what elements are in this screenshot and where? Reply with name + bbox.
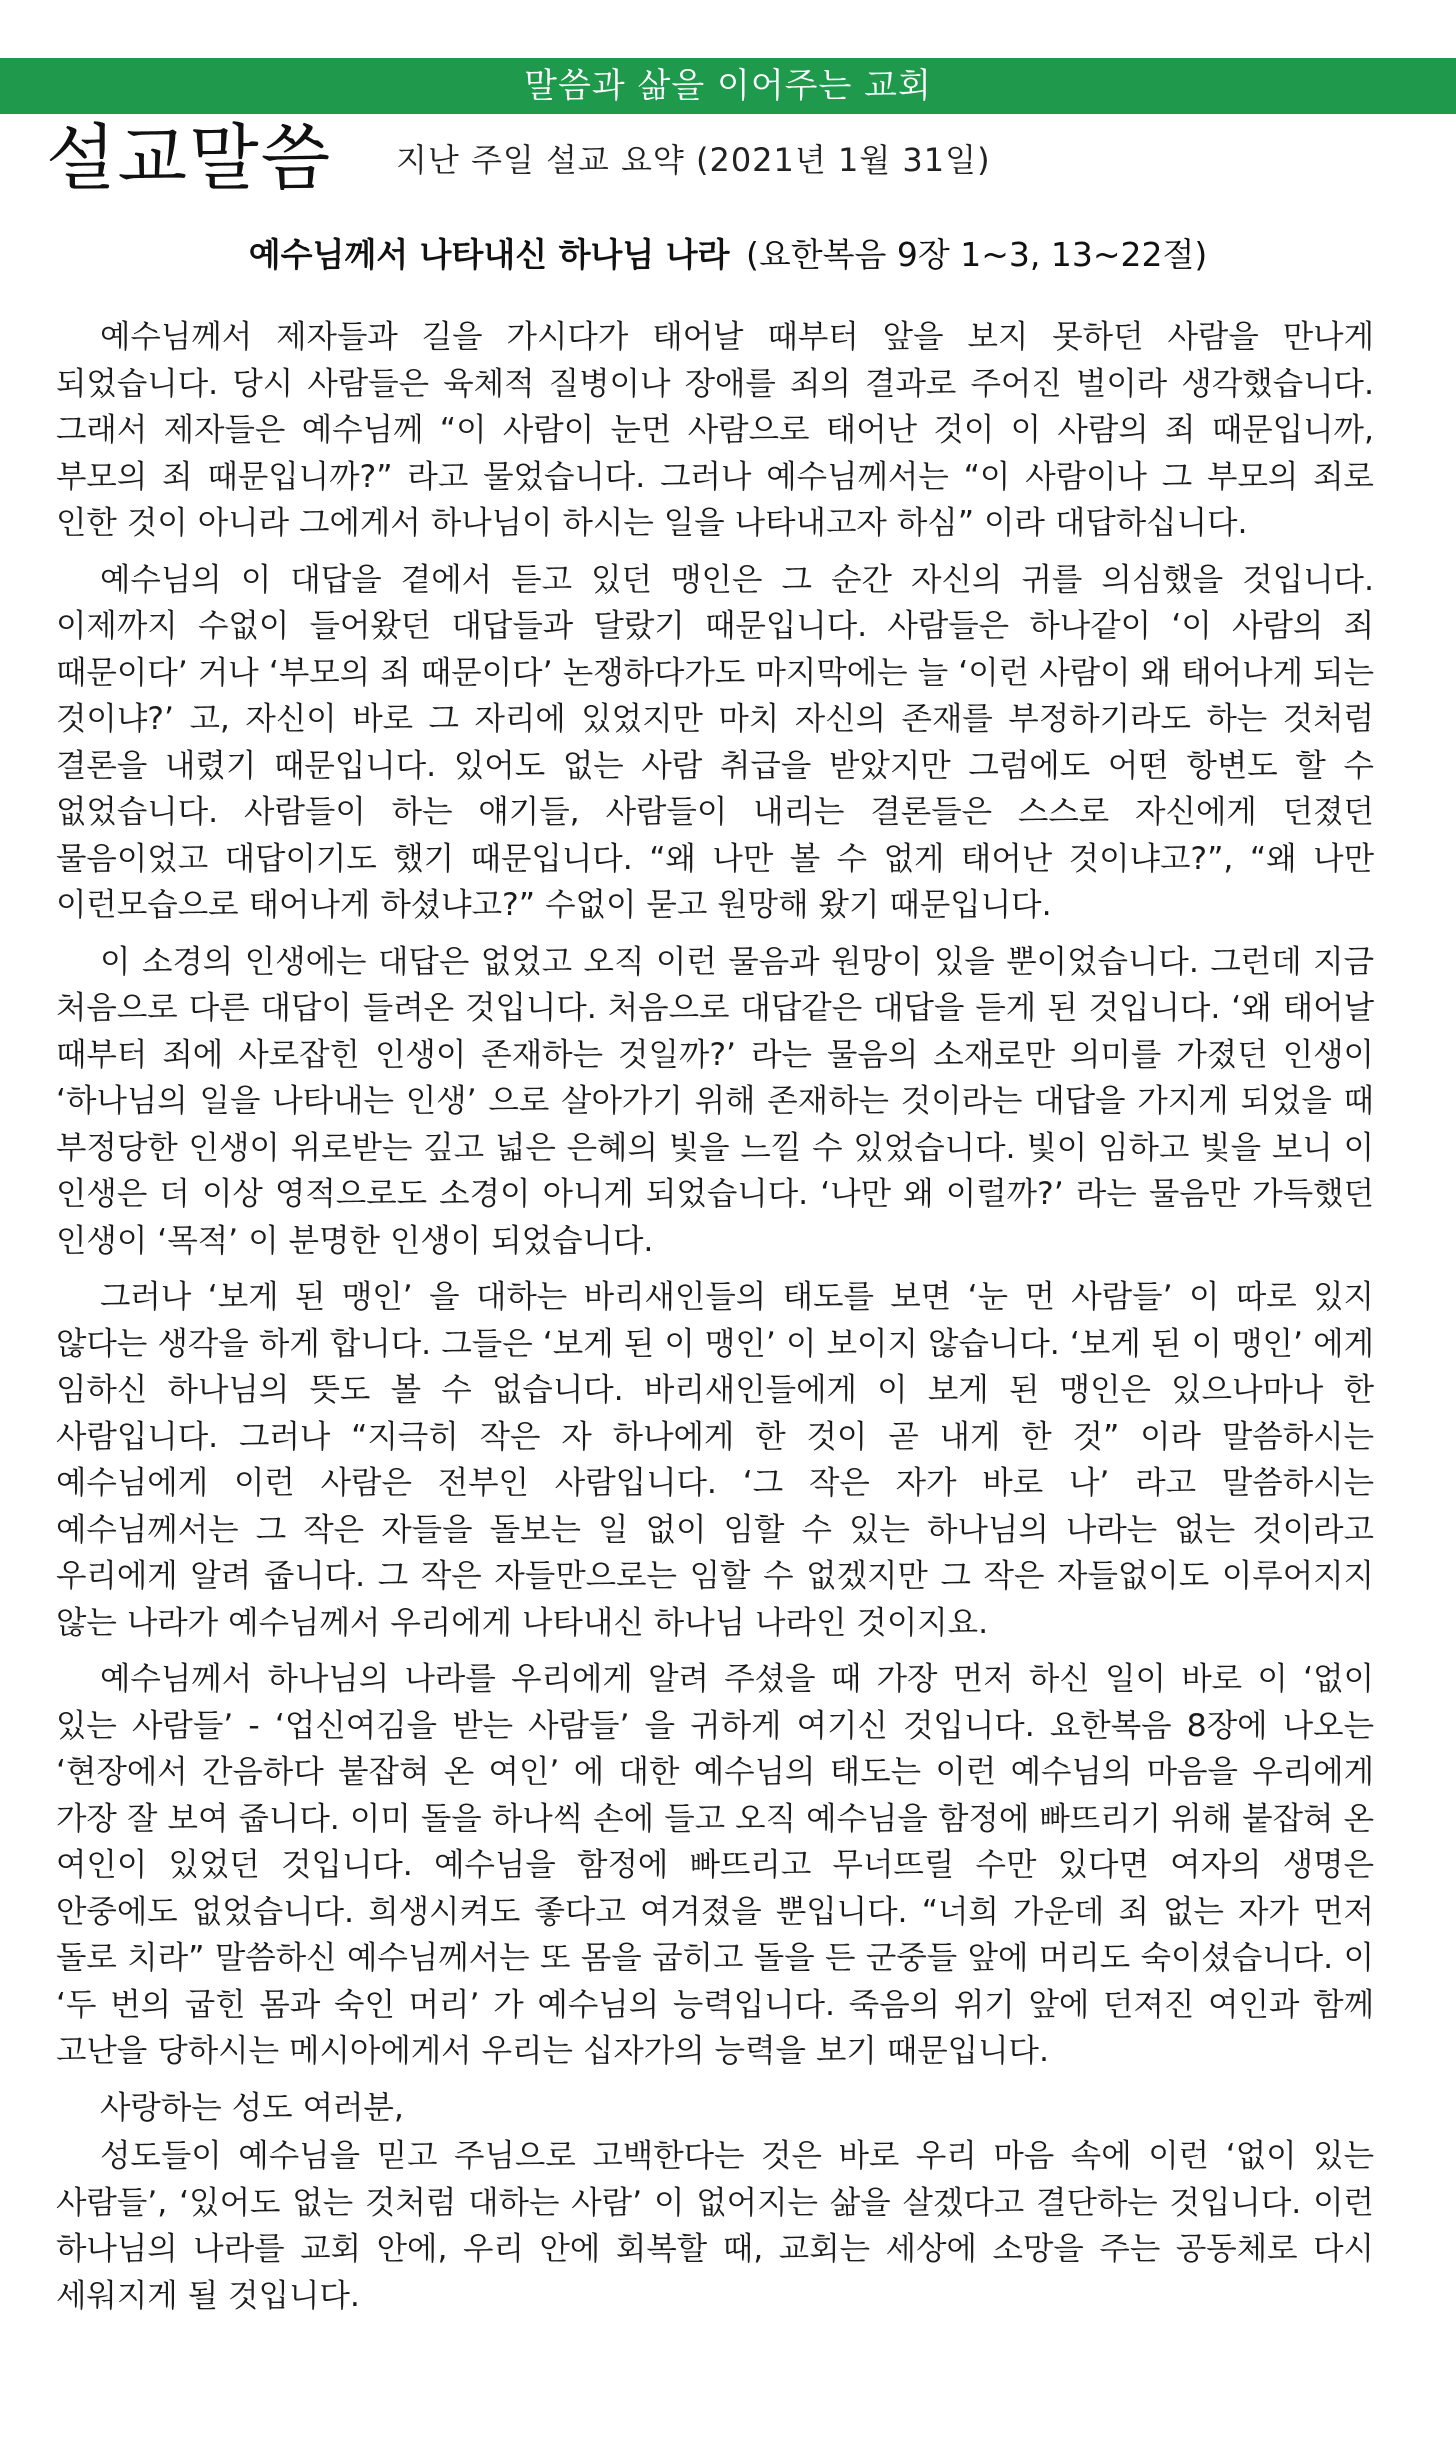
greeting-line: 사랑하는 성도 여러분, (100, 2089, 404, 2126)
banner-text: 말씀과 삶을 이어주는 교회 (524, 66, 932, 106)
scripture-reference: (요한복음 9장 1~3, 13~22절) (746, 235, 1208, 274)
sermon-date-subtitle: 지난 주일 설교 요약 (2021년 1월 31일) (396, 141, 991, 179)
paragraph: 이 소경의 인생에는 대답은 없었고 오직 이런 물음과 원망이 있을 뿐이었습니다. 그런데 지금 처음으로 다른 대답이 들려온 것입니다. 처음으로 대답같은 대답을 듣게 된 것입니다. ‘왜 태어날 때부터 죄에 사로잡힌 인생이 존재하는 것일까?’ 라는 물음의 소재로만 의미를 가졌던 인생이 ‘하나님의 일을 나타내는 인생’ 으로 살아가기 위해 존재하는 것이라는 대답을 가지게 되었을 때 부정당한 인생이 위로받는 깊고 넓은 은혜의 빛을 느낄 수 있었습니다. 빛이 임하고 빛을 보니 이 인생은 더 이상 영적으로도 소경이 아니게 되었습니다. ‘나만 왜 이럴까?’ 라는 물음만 가득했던 인생이 ‘목적’ 이 분명한 인생이 되었습니다. (56, 943, 1374, 1259)
sermon-heading (0, 232, 1456, 278)
paragraph: 성도들이 예수님을 믿고 주님으로 고백한다는 것은 바로 우리 마음 속에 이런 ‘없이 있는 사람들’, ‘있어도 없는 것처럼 대하는 사람’ 이 없어지는 삶을 살겠다고 결단하는 것입니다. 이런 하나님의 나라를 교회 안에, 우리 안에 회복할 때, 교회는 세상에 소망을 주는 공동체로 다시 세워지게 될 것입니다. (56, 2138, 1374, 2314)
paragraph: 그러나 ‘보게 된 맹인’ 을 대하는 바리새인들의 태도를 보면 ‘눈 먼 사람들’ 이 따로 있지 않다는 생각을 하게 합니다. 그들은 ‘보게 된 이 맹인’ 이 보이지 않습니다. ‘보게 된 이 맹인’ 에게 임하신 하나님의 뜻도 볼 수 없습니다. 바리새인들에게 이 보게 된 맹인은 있으나마나 한 사람입니다. 그러나 “지극히 작은 자 하나에게 한 것이 곧 내게 한 것” 이라 말씀하시는 예수님에게 이런 사람은 전부인 사람입니다. ‘그 작은 자가 바로 나’ 라고 말씀하시는 예수님께서는 그 작은 자들을 돌보는 일 없이 임할 수 있는 하나님의 나라는 없는 것이라고 우리에게 알려 줍니다. 그 작은 자들만으로는 임할 수 없겠지만 그 작은 자들없이도 이루어지지 않는 나라가 예수님께서 우리에게 나타내신 하나님 나라인 것이지요. (56, 1279, 1374, 1641)
sermon-title: 예수님께서 나타내신 하나님 나라 (248, 235, 730, 274)
paragraph: 예수님의 이 대답을 곁에서 듣고 있던 맹인은 그 순간 자신의 귀를 의심했을 것입니다. 이제까지 수없이 들어왔던 대답들과 달랐기 때문입니다. 사람들은 하나같이 ‘이 사람의 죄 때문이다’ 거나 ‘부모의 죄 때문이다’ 논쟁하다가도 마지막에는 늘 ‘이런 사람이 왜 태어나게 되는 것이냐?’ 고, 자신이 바로 그 자리에 있었지만 마치 자신의 존재를 부정하기라도 하는 것처럼 결론을 내렸기 때문입니다. 있어도 없는 사람 취급을 받았지만 그럼에도 어떤 항변도 할 수 없었습니다. 사람들이 하는 얘기들, 사람들이 내리는 결론들은 스스로 자신에게 던졌던 물음이었고 대답이기도 했기 때문입니다. “왜 나만 볼 수 없게 태어난 것이냐고?”, “왜 나만 이런모습으로 태어나게 하셨냐고?” 수없이 묻고 원망해 왔기 때문입니다. (56, 561, 1374, 923)
sermon-body (56, 314, 1374, 2329)
section-title: 설교말씀 (46, 116, 333, 200)
page-header (46, 114, 1426, 214)
paragraph: 예수님께서 하나님의 나라를 우리에게 알려 주셨을 때 가장 먼저 하신 일이 바로 이 ‘없이 있는 사람들’ - ‘업신여김을 받는 사람들’ 을 귀하게 여기신 것입니다. 요한복음 8장에 나오는 ‘현장에서 간음하다 붙잡혀 온 여인’ 에 대한 예수님의 태도는 이런 예수님의 마음을 우리에게 가장 잘 보여 줍니다. 이미 돌을 하나씩 손에 들고 오직 예수님을 함정에 빠뜨리기 위해 붙잡혀 온 여인이 있었던 것입니다. 예수님을 함정에 빠뜨리고 무너뜨릴 수만 있다면 여자의 생명은 안중에도 없었습니다. 희생시켜도 좋다고 여겨졌을 뿐입니다. “너희 가운데 죄 없는 자가 먼저 돌로 치라” 말씀하신 예수님께서는 또 몸을 굽히고 돌을 든 군중들 앞에 머리도 숙이셨습니다. 이 ‘두 번의 굽힌 몸과 숙인 머리’ 가 예수님의 능력입니다. 죽음의 위기 앞에 던져진 여인과 함께 고난을 당하시는 메시아에게서 우리는 십자가의 능력을 보기 때문입니다. (56, 1661, 1374, 2069)
church-slogan-banner (0, 58, 1456, 114)
paragraph: 예수님께서 제자들과 길을 가시다가 태어날 때부터 앞을 보지 못하던 사람을 만나게 되었습니다. 당시 사람들은 육체적 질병이나 장애를 죄의 결과로 주어진 벌이라 생각했습니다. 그래서 제자들은 예수님께 “이 사람이 눈먼 사람으로 태어난 것이 이 사람의 죄 때문입니까, 부모의 죄 때문입니까?” 라고 물었습니다. 그러나 예수님께서는 “이 사람이나 그 부모의 죄로 인한 것이 아니라 그에게서 하나님이 하시는 일을 나타내고자 하심” 이라 대답하십니다. (56, 319, 1374, 541)
